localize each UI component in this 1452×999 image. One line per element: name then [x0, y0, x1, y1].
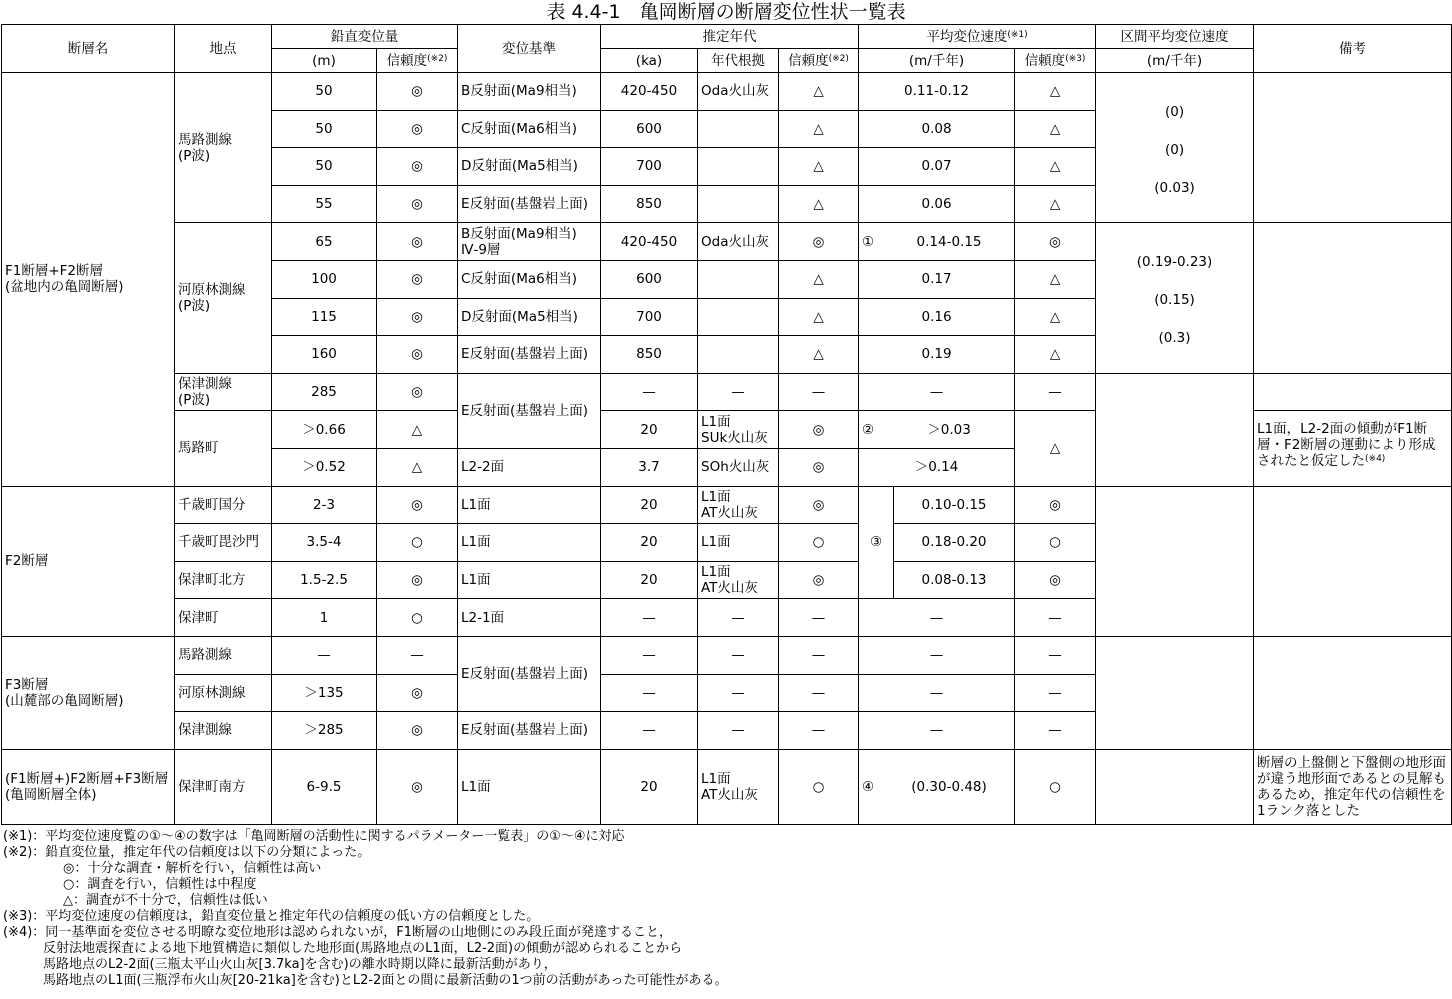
fault-displacement-table: [1, 24, 1452, 825]
header-age: 推定年代: [601, 25, 859, 49]
site-bajicho: 馬路町: [175, 411, 272, 486]
table-row: ＞0.52 △ L2-2面 3.7 SOh火山灰 ◎ ＞0.14: [2, 448, 1452, 486]
section-rate-kawara: (0.19-0.23) (0.15) (0.3): [1096, 223, 1254, 373]
header-section-rate: 区間平均変位速度: [1096, 25, 1254, 49]
table-row: 保津町 1 ○ L2-1面 — — — — —: [2, 599, 1452, 637]
table-row: F1断層+F2断層 (盆地内の亀岡断層) 馬路測線 (P波) 50 ◎ B反射面(Ma9相当) 420-450 Oda火山灰 △ 0.11-0.12 △ (0) (0) (0.03): [2, 73, 1452, 111]
header-vertical-unit: (m): [272, 49, 377, 73]
header-remarks: 備考: [1254, 25, 1452, 73]
remarks-all: 断層の上盤側と下盤側の地形面が違う地形面であるとの見解もあるため，推定年代の信頼性を1ランク落とした: [1254, 749, 1452, 824]
fault-f3: F3断層 (山麓部の亀岡断層): [2, 636, 175, 749]
table-row: 河原林測線 ＞135 ◎ — — — — —: [2, 674, 1452, 712]
table-row: 100 ◎ C反射面(Ma6相当) 600 △ 0.17 △: [2, 260, 1452, 298]
header-rate-unit: (m/千年): [859, 49, 1015, 73]
header-basis: 変位基準: [458, 25, 601, 73]
table-row: 55 ◎ E反射面(基盤岩上面) 850 △ 0.06 △: [2, 185, 1452, 223]
header-rate-reliability: 信頼度$^{(※3)}$: [1015, 49, 1096, 73]
header-vertical: 鉛直変位量: [272, 25, 458, 49]
header-row-1: [2, 25, 1452, 49]
header-age-reliability: 信頼度$^{(※2)}$: [779, 49, 859, 73]
header-section-unit: (m/千年): [1096, 49, 1254, 73]
table-row: 河原林測線 (P波) 65 ◎ B反射面(Ma9相当) Ⅳ-9層 420-450 Oda火山灰 ◎ ① 0.14-0.15 ◎ (0.19-0.23) (0.15) (0.3): [2, 223, 1452, 261]
header-site: 地点: [175, 25, 272, 73]
header-age-basis: 年代根拠: [698, 49, 779, 73]
table-row: 保津測線 ＞285 ◎ E反射面(基盤岩上面) — — — — —: [2, 712, 1452, 750]
table-row: 千歳町毘沙門 3.5-4 ○ L1面 20 L1面 ○ 0.18-0.20 ○: [2, 524, 1452, 562]
table-row: 50 ◎ D反射面(Ma5相当) 700 △ 0.07 △: [2, 148, 1452, 186]
header-fault: 断層名: [2, 25, 175, 73]
table-title: 表 4.4-1 亀岡断層の断層変位性状一覧表: [546, 1, 906, 23]
site-hozu-line: 保津測線 (P波): [175, 373, 272, 411]
header-avg-rate: 平均変位速度$^{(※1)}$: [859, 25, 1096, 49]
fault-f1f2: F1断層+F2断層 (盆地内の亀岡断層): [2, 73, 175, 487]
table-row: 160 ◎ E反射面(基盤岩上面) 850 △ 0.19 △: [2, 336, 1452, 374]
remarks-baji: L1面，L2-2面の傾動がF1断層・F2断層の運動により形成されたと仮定した$^{(※4)}$: [1254, 411, 1452, 486]
fault-all: (F1断層+)F2断層+F3断層 (亀岡断層全体): [2, 749, 175, 824]
header-vertical-reliability: 信頼度$^{(※2)}$: [377, 49, 458, 73]
header-ka: (ka): [601, 49, 698, 73]
table-row: 50 ◎ C反射面(Ma6相当) 600 △ 0.08 △: [2, 110, 1452, 148]
table-row: (F1断層+)F2断層+F3断層 (亀岡断層全体) 保津町南方 6-9.5 ◎ L1面 20 L1面 AT火山灰 ○ ④ (0.30-0.48) ○ 断層の上盤側と下盤側の地形面が違う地形面であるとの見解もあるため，推定年代の信頼性を1ランク落とした: [2, 749, 1452, 824]
table-row: F2断層 千歳町国分 2-3 ◎ L1面 20 L1面 AT火山灰 ◎ ③ 0.10-0.15 ◎: [2, 486, 1452, 524]
section-rate-baji: (0) (0) (0.03): [1096, 73, 1254, 223]
site-kawara-line: 河原林測線 (P波): [175, 223, 272, 373]
footnotes: (※1)：平均変位速度覧の①～④の数字は「亀岡断層の活動性に関するパラメーター一覧表」の①～④に対応 (※2)：鉛直変位量，推定年代の信頼度は以下の分類によった。 ◎：十分な調査・解析を行い，信頼性は高い ○：調査を行い，信頼性は中程度 △：調査が不十分で，信頼性は低い (※3)：平均変位速度の信頼度は，鉛直変位量と推定年代の信頼度の低い方の信頼度とした。 (※4)：同一基準面を変位させる明瞭な変位地形は認められないが，F1断層の山地側にのみ段丘面が発達すること， 反射法地震探査による地下地質構造に類似した地形面(馬路地点のL1面，L2-2面)の傾動が認められることから 馬路地点のL2-2面(三瓶太平山火山灰[3.7ka]を含む)の離水時期以降に最新活動があり， 馬路地点のL1面(三瓶浮布火山灰[20-21ka]を含む)とL2-2面との間に最新活動の1つ前の活動があった可能性がある。: [3, 829, 728, 988]
table-row: F3断層 (山麓部の亀岡断層) 馬路測線 — — E反射面(基盤岩上面) — — — — —: [2, 636, 1452, 674]
table-row: 馬路町 ＞0.66 △ 20 L1面 SUk火山灰 ◎ ② ＞0.03 △ L1面，L2-2面の傾動がF1断層・F2断層の運動により形成されたと仮定した$^{(※4)}$: [2, 411, 1452, 449]
table-row: 保津測線 (P波) 285 ◎ E反射面(基盤岩上面) — — — — —: [2, 373, 1452, 411]
table-row: 保津町北方 1.5-2.5 ◎ L1面 20 L1面 AT火山灰 ◎ 0.08-0.13 ◎: [2, 561, 1452, 599]
table-row: 115 ◎ D反射面(Ma5相当) 700 △ 0.16 △: [2, 298, 1452, 336]
site-baji-line: 馬路測線 (P波): [175, 73, 272, 223]
fault-f2: F2断層: [2, 486, 175, 636]
